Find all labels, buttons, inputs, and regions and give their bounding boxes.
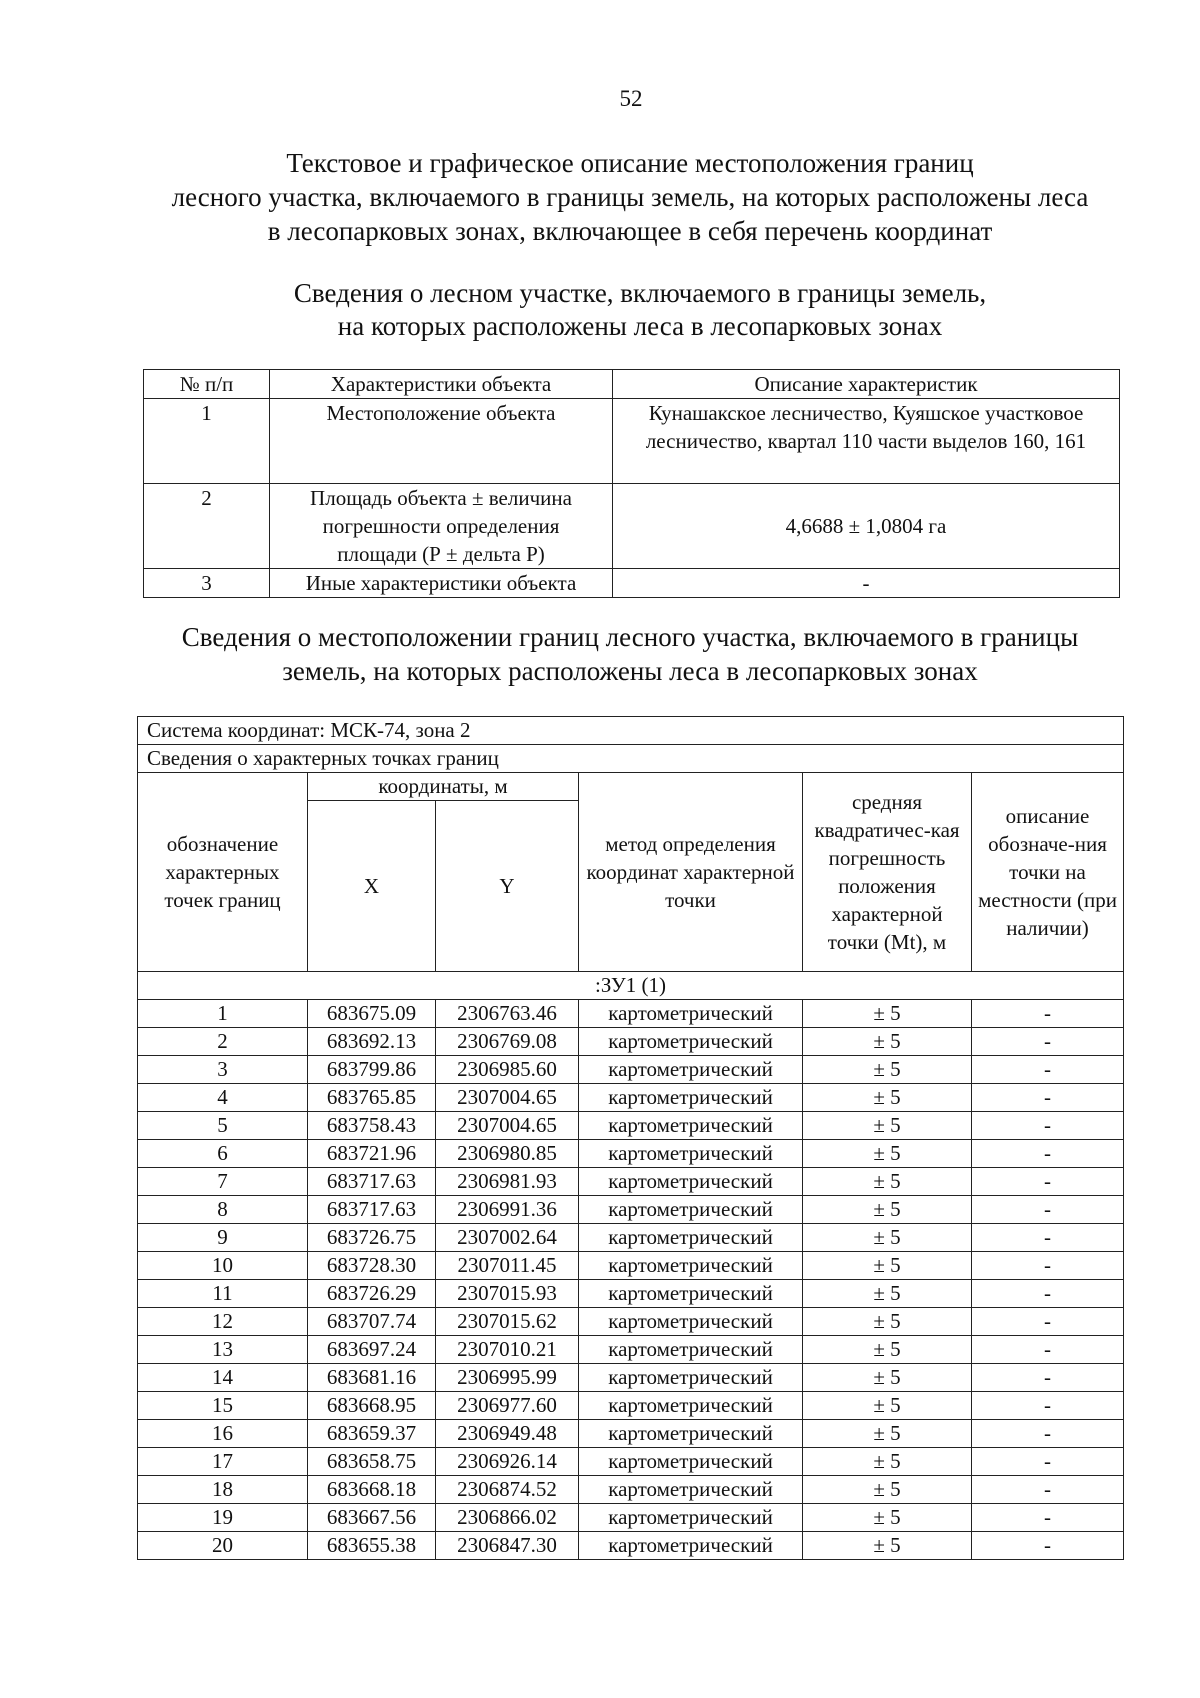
row-value: 4,6688 ± 1,0804 га xyxy=(613,484,1120,569)
info-title-line: Сведения о лесном участке, включаемого в границы земель, xyxy=(293,278,987,308)
method-cell: картометрический xyxy=(579,1224,803,1252)
coord-y-cell: 2307011.45 xyxy=(436,1252,579,1280)
coords-section-title xyxy=(130,620,1130,688)
coords-title-line: земель, на которых расположены леса в лесопарковых зонах xyxy=(282,656,978,686)
point-number-cell: 14 xyxy=(138,1364,308,1392)
coord-y-cell: 2306977.60 xyxy=(436,1392,579,1420)
row-name: Местоположение объекта xyxy=(270,399,613,484)
description-cell: - xyxy=(972,1224,1124,1252)
info-section-title xyxy=(140,277,1140,343)
method-cell: картометрический xyxy=(579,1252,803,1280)
error-cell: ± 5 xyxy=(803,1084,972,1112)
coord-x-cell: 683721.96 xyxy=(308,1140,436,1168)
point-number-cell: 16 xyxy=(138,1420,308,1448)
point-number-cell: 19 xyxy=(138,1504,308,1532)
row-value: - xyxy=(613,569,1120,598)
error-cell: ± 5 xyxy=(803,1196,972,1224)
error-cell: ± 5 xyxy=(803,1028,972,1056)
method-cell: картометрический xyxy=(579,1476,803,1504)
point-number-cell: 18 xyxy=(138,1476,308,1504)
point-number-cell: 13 xyxy=(138,1336,308,1364)
info-table-header xyxy=(144,370,1120,399)
method-cell: картометрический xyxy=(579,1196,803,1224)
point-number-cell: 1 xyxy=(138,1000,308,1028)
description-cell: - xyxy=(972,1280,1124,1308)
table-row xyxy=(138,1532,1124,1560)
coord-x-cell: 683799.86 xyxy=(308,1056,436,1084)
table-row xyxy=(138,1252,1124,1280)
info-table xyxy=(143,369,1120,598)
method-cell: картометрический xyxy=(579,1532,803,1560)
coord-y-cell: 2306926.14 xyxy=(436,1448,579,1476)
coord-x-cell: 683692.13 xyxy=(308,1028,436,1056)
col-x-header: X xyxy=(308,801,436,972)
error-cell: ± 5 xyxy=(803,1476,972,1504)
description-cell: - xyxy=(972,1056,1124,1084)
method-cell: картометрический xyxy=(579,1336,803,1364)
table-row xyxy=(138,1392,1124,1420)
point-number-cell: 15 xyxy=(138,1392,308,1420)
error-cell: ± 5 xyxy=(803,1532,972,1560)
method-cell: картометрический xyxy=(579,1168,803,1196)
title-line: лесного участка, включаемого в границы земель, на которых расположены леса xyxy=(171,182,1089,212)
description-cell: - xyxy=(972,1504,1124,1532)
coord-y-cell: 2307015.93 xyxy=(436,1280,579,1308)
points-caption: Сведения о характерных точках границ xyxy=(138,745,1124,773)
coord-y-cell: 2307010.21 xyxy=(436,1336,579,1364)
col-method-header: метод определения координат характерной точки xyxy=(579,773,803,972)
point-number-cell: 12 xyxy=(138,1308,308,1336)
error-cell: ± 5 xyxy=(803,1336,972,1364)
coord-y-cell: 2306769.08 xyxy=(436,1028,579,1056)
coord-x-cell: 683726.75 xyxy=(308,1224,436,1252)
method-cell: картометрический xyxy=(579,1112,803,1140)
col-point-header: обозначение характерных точек границ xyxy=(138,773,308,972)
method-cell: картометрический xyxy=(579,1420,803,1448)
point-number-cell: 2 xyxy=(138,1028,308,1056)
coord-x-cell: 683758.43 xyxy=(308,1112,436,1140)
point-number-cell: 4 xyxy=(138,1084,308,1112)
method-cell: картометрический xyxy=(579,1308,803,1336)
error-cell: ± 5 xyxy=(803,1420,972,1448)
coord-y-cell: 2307004.65 xyxy=(436,1112,579,1140)
point-number-cell: 8 xyxy=(138,1196,308,1224)
point-number-cell: 17 xyxy=(138,1448,308,1476)
row-number: 2 xyxy=(144,484,270,569)
coord-y-cell: 2306985.60 xyxy=(436,1056,579,1084)
info-table-row xyxy=(144,484,1120,569)
coords-title-line: Сведения о местоположении границ лесного участка, включаемого в границы xyxy=(181,622,1079,652)
info-title-line: на которых расположены леса в лесопарковых зонах xyxy=(337,311,943,341)
coord-x-cell: 683728.30 xyxy=(308,1252,436,1280)
coord-x-cell: 683655.38 xyxy=(308,1532,436,1560)
method-cell: картометрический xyxy=(579,1084,803,1112)
table-row xyxy=(138,1364,1124,1392)
row-number: 1 xyxy=(144,399,270,484)
point-number-cell: 3 xyxy=(138,1056,308,1084)
description-cell: - xyxy=(972,1140,1124,1168)
point-number-cell: 9 xyxy=(138,1224,308,1252)
row-value: Кунашакское лесничество, Куяшское участковое лесничество, квартал 110 части выделов 160, 161 xyxy=(613,399,1120,484)
error-cell: ± 5 xyxy=(803,1252,972,1280)
coordinates-table xyxy=(137,716,1124,1560)
col-coords-header: координаты, м xyxy=(308,773,579,801)
coord-y-cell: 2307015.62 xyxy=(436,1308,579,1336)
point-number-cell: 7 xyxy=(138,1168,308,1196)
description-cell: - xyxy=(972,1000,1124,1028)
coord-x-cell: 683681.16 xyxy=(308,1364,436,1392)
error-cell: ± 5 xyxy=(803,1140,972,1168)
table-row xyxy=(138,1476,1124,1504)
description-cell: - xyxy=(972,1364,1124,1392)
point-number-cell: 10 xyxy=(138,1252,308,1280)
header-cell: Описание характеристик xyxy=(613,370,1120,399)
coord-y-cell: 2306980.85 xyxy=(436,1140,579,1168)
error-cell: ± 5 xyxy=(803,1224,972,1252)
point-number-cell: 5 xyxy=(138,1112,308,1140)
error-cell: ± 5 xyxy=(803,1168,972,1196)
coord-x-cell: 683658.75 xyxy=(308,1448,436,1476)
header-cell: Характеристики объекта xyxy=(270,370,613,399)
error-cell: ± 5 xyxy=(803,1112,972,1140)
error-cell: ± 5 xyxy=(803,1504,972,1532)
coord-x-cell: 683659.37 xyxy=(308,1420,436,1448)
method-cell: картометрический xyxy=(579,1364,803,1392)
table-row xyxy=(138,1448,1124,1476)
description-cell: - xyxy=(972,1420,1124,1448)
title-line: в лесопарковых зонах, включающее в себя перечень координат xyxy=(267,216,993,246)
title-line: Текстовое и графическое описание местоположения границ xyxy=(286,148,974,178)
header-cell: № п/п xyxy=(144,370,270,399)
point-number-cell: 20 xyxy=(138,1532,308,1560)
point-number-cell: 6 xyxy=(138,1140,308,1168)
coord-x-cell: 683726.29 xyxy=(308,1280,436,1308)
coord-y-cell: 2306949.48 xyxy=(436,1420,579,1448)
coord-y-cell: 2306981.93 xyxy=(436,1168,579,1196)
method-cell: картометрический xyxy=(579,1392,803,1420)
coord-y-cell: 2306847.30 xyxy=(436,1532,579,1560)
coord-x-cell: 683717.63 xyxy=(308,1196,436,1224)
coord-y-cell: 2306763.46 xyxy=(436,1000,579,1028)
info-table-row xyxy=(144,399,1120,484)
error-cell: ± 5 xyxy=(803,1280,972,1308)
error-cell: ± 5 xyxy=(803,1056,972,1084)
coord-x-cell: 683717.63 xyxy=(308,1168,436,1196)
error-cell: ± 5 xyxy=(803,1308,972,1336)
document-title xyxy=(130,146,1130,248)
table-row xyxy=(138,1196,1124,1224)
table-row xyxy=(138,1420,1124,1448)
coord-y-cell: 2307002.64 xyxy=(436,1224,579,1252)
method-cell: картометрический xyxy=(579,1056,803,1084)
description-cell: - xyxy=(972,1168,1124,1196)
table-row xyxy=(138,1504,1124,1532)
row-name: Площадь объекта ± величина погрешности определения площади (Р ± дельта Р) xyxy=(270,484,613,569)
col-error-header: средняя квадратичес-кая погрешность положения характерной точки (Mt), м xyxy=(803,773,972,972)
coord-x-cell: 683668.18 xyxy=(308,1476,436,1504)
description-cell: - xyxy=(972,1028,1124,1056)
table-row xyxy=(138,1224,1124,1252)
info-table-row xyxy=(144,569,1120,598)
table-row xyxy=(138,1056,1124,1084)
coord-y-cell: 2307004.65 xyxy=(436,1084,579,1112)
error-cell: ± 5 xyxy=(803,1000,972,1028)
row-number: 3 xyxy=(144,569,270,598)
error-cell: ± 5 xyxy=(803,1364,972,1392)
coord-x-cell: 683697.24 xyxy=(308,1336,436,1364)
description-cell: - xyxy=(972,1084,1124,1112)
table-row xyxy=(138,1336,1124,1364)
table-row xyxy=(138,1084,1124,1112)
description-cell: - xyxy=(972,1532,1124,1560)
coordinate-rows xyxy=(138,1000,1124,1560)
description-cell: - xyxy=(972,1308,1124,1336)
method-cell: картометрический xyxy=(579,1028,803,1056)
error-cell: ± 5 xyxy=(803,1392,972,1420)
point-number-cell: 11 xyxy=(138,1280,308,1308)
description-cell: - xyxy=(972,1112,1124,1140)
description-cell: - xyxy=(972,1252,1124,1280)
page-number: 52 xyxy=(619,86,643,111)
coord-x-cell: 683707.74 xyxy=(308,1308,436,1336)
coord-x-cell: 683667.56 xyxy=(308,1504,436,1532)
coord-y-cell: 2306866.02 xyxy=(436,1504,579,1532)
coordinate-system: Система координат: МСК-74, зона 2 xyxy=(138,717,1124,745)
table-row xyxy=(138,1140,1124,1168)
coord-x-cell: 683668.95 xyxy=(308,1392,436,1420)
table-row xyxy=(138,1000,1124,1028)
description-cell: - xyxy=(972,1476,1124,1504)
col-y-header: Y xyxy=(436,801,579,972)
table-row xyxy=(138,1308,1124,1336)
method-cell: картометрический xyxy=(579,1448,803,1476)
description-cell: - xyxy=(972,1448,1124,1476)
coord-y-cell: 2306874.52 xyxy=(436,1476,579,1504)
method-cell: картометрический xyxy=(579,1504,803,1532)
table-row xyxy=(138,1280,1124,1308)
description-cell: - xyxy=(972,1336,1124,1364)
section-label: :ЗУ1 (1) xyxy=(138,972,1124,1000)
error-cell: ± 5 xyxy=(803,1448,972,1476)
coord-x-cell: 683765.85 xyxy=(308,1084,436,1112)
table-row xyxy=(138,1112,1124,1140)
coord-x-cell: 683675.09 xyxy=(308,1000,436,1028)
description-cell: - xyxy=(972,1196,1124,1224)
method-cell: картометрический xyxy=(579,1280,803,1308)
table-row xyxy=(138,1168,1124,1196)
row-name: Иные характеристики объекта xyxy=(270,569,613,598)
coord-y-cell: 2306991.36 xyxy=(436,1196,579,1224)
coord-y-cell: 2306995.99 xyxy=(436,1364,579,1392)
table-row xyxy=(138,1028,1124,1056)
description-cell: - xyxy=(972,1392,1124,1420)
method-cell: картометрический xyxy=(579,1140,803,1168)
method-cell: картометрический xyxy=(579,1000,803,1028)
col-desc-header: описание обозначе-ния точки на местности (при наличии) xyxy=(972,773,1124,972)
